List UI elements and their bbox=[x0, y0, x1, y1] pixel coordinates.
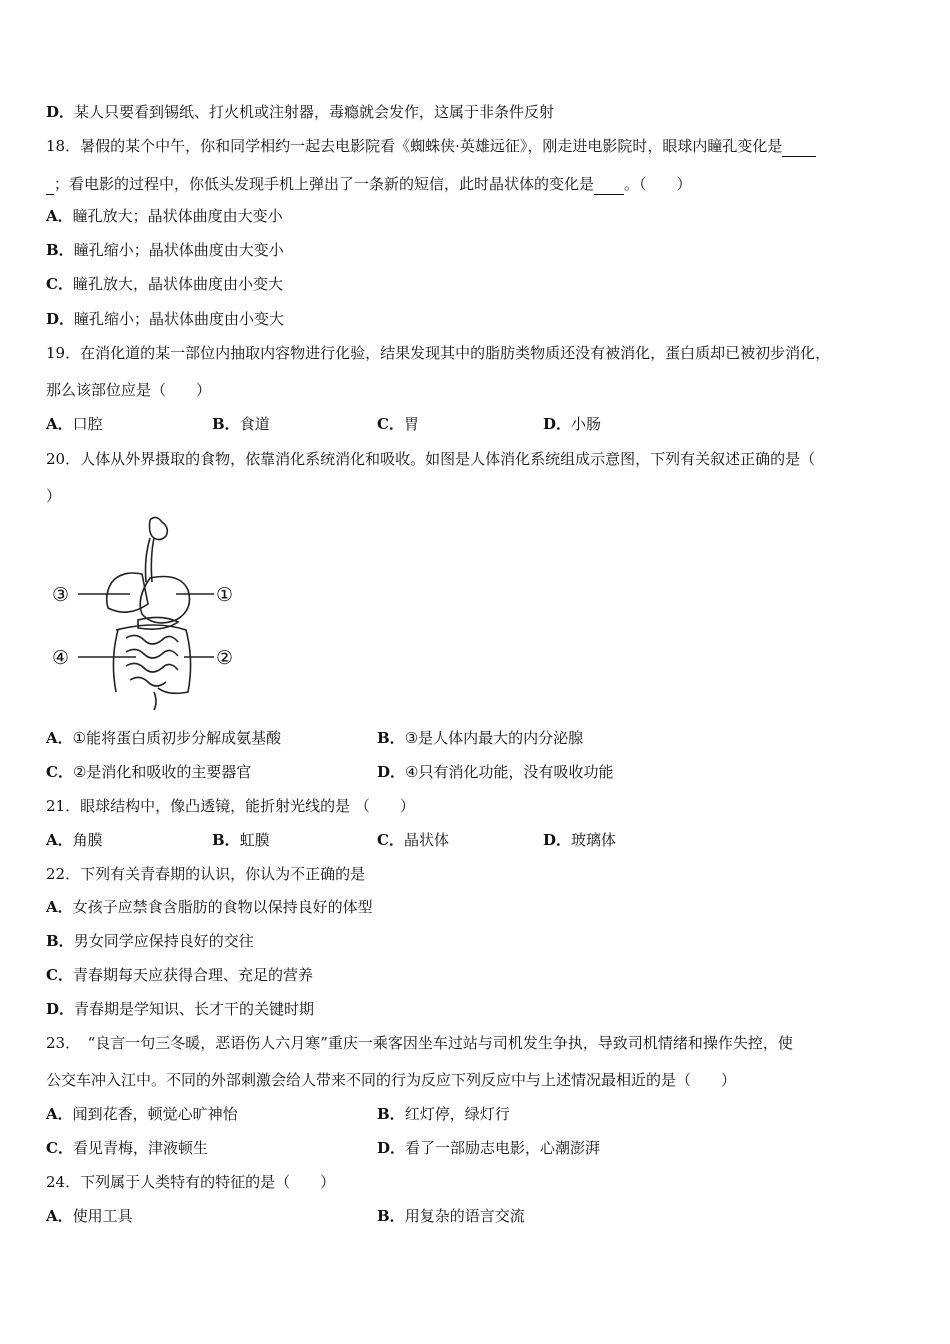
q21-option-a: A．角膜 bbox=[46, 831, 103, 849]
figure-label-3: ③ bbox=[52, 584, 70, 606]
q20-option-c: C．②是消化和吸收的主要器官 bbox=[46, 763, 252, 781]
figure-label-1: ① bbox=[216, 584, 234, 606]
q20-option-d: D．④只有消化功能，没有吸收功能 bbox=[377, 763, 614, 781]
q19-option-a: A．口腔 bbox=[46, 415, 103, 433]
large-intestine-shape bbox=[113, 625, 190, 693]
q23-option-a: A．闻到花香，顿觉心旷神怡 bbox=[46, 1105, 238, 1123]
q24-option-a: A．使用工具 bbox=[46, 1207, 133, 1225]
q23-stem-line1: 23． “良言一句三冬暖，恶语伤人六月寒”重庆一乘客因坐车过站与司机发生争执，导致司机情绪和操作失控，使 bbox=[46, 1034, 793, 1052]
q23-stem-line2: 公交车冲入江中。不同的外部刺激会给人带来不同的行为反应下列反应中与上述情况最相近的是（ ） bbox=[46, 1071, 737, 1089]
q22-option-a: A．女孩子应禁食含脂肪的食物以保持良好的体型 bbox=[46, 898, 373, 916]
q21-stem: 21．眼球结构中，像凸透镜，能折射光线的是 （ ） bbox=[46, 797, 415, 815]
figure-label-4: ④ bbox=[52, 647, 70, 669]
q17-option-d: D．某人只要看到锡纸、打火机或注射器，毒瘾就会发作，这属于非条件反射 bbox=[46, 103, 555, 121]
q20-stem-line1: 20．人体从外界摄取的食物，依靠消化系统消化和吸收。如图是人体消化系统组成示意图，下列有关叙述正确的是（ bbox=[46, 450, 816, 468]
q22-option-c: C．青春期每天应获得合理、充足的营养 bbox=[46, 966, 313, 984]
q18-option-b: B．瞳孔缩小；晶状体曲度由大变小 bbox=[46, 241, 284, 259]
digestive-system-diagram bbox=[50, 512, 250, 717]
figure-label-2: ② bbox=[216, 647, 234, 669]
q22-stem: 22．下列有关青春期的认识，你认为不正确的是 bbox=[46, 865, 366, 883]
q19-option-b: B．食道 bbox=[212, 415, 270, 433]
q18-stem-line2: ；看电影的过程中，你低头发现手机上弹出了一条新的短信，此时晶状体的变化是 。（ ） bbox=[46, 174, 692, 195]
q19-option-c: C．胃 bbox=[377, 415, 419, 433]
q19-stem-line2: 那么该部位应是（ ） bbox=[46, 381, 212, 399]
q22-option-d: D．青春期是学知识、长才干的关键时期 bbox=[46, 1000, 315, 1018]
q18-stem-line1: 18．暑假的某个中午，你和同学相约一起去电影院看《蜘蛛侠·英雄远征》，刚走进电影院时，眼球内瞳孔变化是 bbox=[46, 136, 816, 157]
mouth-shape bbox=[150, 517, 168, 539]
q21-option-c: C．晶状体 bbox=[377, 831, 449, 849]
q23-option-c: C．看见青梅，津液顿生 bbox=[46, 1139, 208, 1157]
q21-option-d: D．玻璃体 bbox=[543, 831, 617, 849]
q20-stem-line2: ） bbox=[46, 487, 62, 505]
q21-option-b: B．虹膜 bbox=[212, 831, 270, 849]
esophagus-shape bbox=[146, 538, 151, 582]
q24-option-b: B．用复杂的语言交流 bbox=[377, 1207, 525, 1225]
q24-stem: 24．下列属于人类特有的特征的是（ ） bbox=[46, 1173, 336, 1191]
q23-option-b: B．红灯停，绿灯行 bbox=[377, 1105, 510, 1123]
q18-option-d: D．瞳孔缩小；晶状体曲度由小变大 bbox=[46, 310, 285, 328]
q18-option-c: C．瞳孔放大，晶状体曲度由小变大 bbox=[46, 275, 283, 293]
q19-stem-line1: 19．在消化道的某一部位内抽取内容物进行化验，结果发现其中的脂肪类物质还没有被消化，蛋白质却已被初步消化， bbox=[46, 344, 831, 362]
esophagus-shape-2 bbox=[151, 538, 154, 582]
q23-option-d: D．看了一部励志电影，心潮澎湃 bbox=[377, 1139, 601, 1157]
digestive-system-svg bbox=[50, 512, 250, 717]
q22-option-b: B．男女同学应保持良好的交往 bbox=[46, 932, 254, 950]
q20-option-a: A．①能将蛋白质初步分解成氨基酸 bbox=[46, 729, 282, 747]
small-intestine-shape bbox=[126, 635, 178, 686]
rectum-shape bbox=[154, 692, 156, 710]
q20-option-b: B．③是人体内最大的内分泌腺 bbox=[377, 729, 584, 747]
q18-option-a: A．瞳孔放大；晶状体曲度由大变小 bbox=[46, 207, 283, 225]
q19-option-d: D．小肠 bbox=[543, 415, 602, 433]
